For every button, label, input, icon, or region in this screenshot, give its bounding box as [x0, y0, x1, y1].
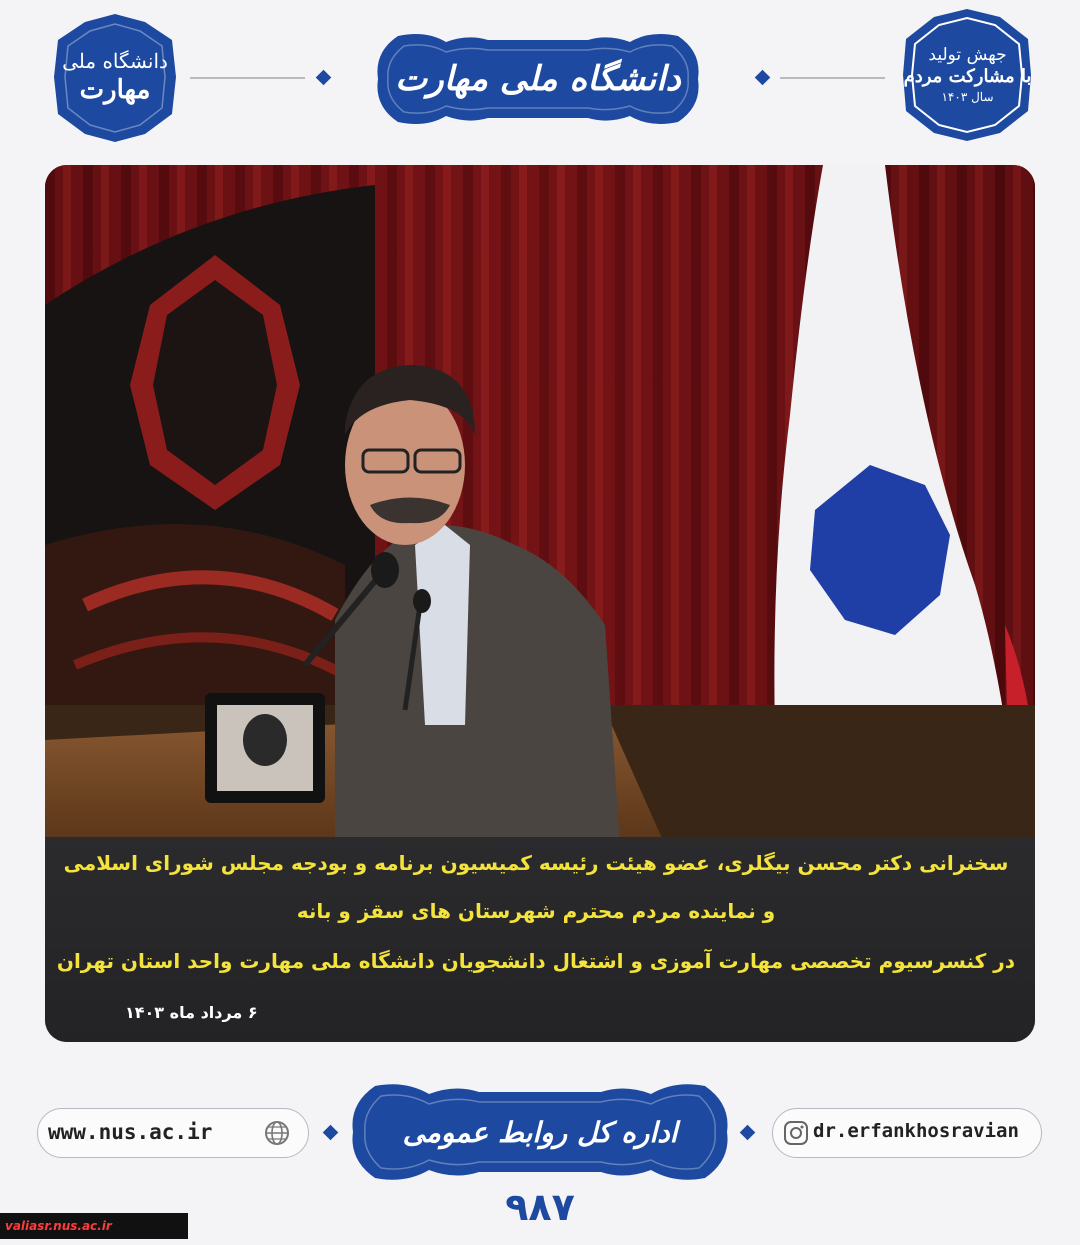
- speaker-photo: [45, 165, 1035, 845]
- news-photo-card: [45, 165, 1035, 1042]
- header-divider-left: [190, 77, 305, 79]
- caption-line-3: در کنسرسیوم تخصصی مهارت آموزی و اشتغال دانشجویان دانشگاه ملی مهارت واحد استان تهران: [56, 949, 1015, 973]
- logo-right-line2: با مشارکت مردم: [903, 65, 1032, 87]
- instagram-icon: [783, 1120, 809, 1146]
- logo-right-line3: سال ۱۴۰۳: [941, 90, 994, 105]
- footer-diamond-right: [740, 1125, 756, 1141]
- logo-left-line1: دانشگاه ملی: [62, 48, 168, 73]
- event-date: ۶ مرداد ماه ۱۴۰۳: [125, 1003, 258, 1022]
- logo-right-line1: جهش تولید: [928, 44, 1007, 65]
- department-name: اداره کل روابط عمومی: [402, 1115, 678, 1149]
- footer-department-banner: [345, 1080, 735, 1184]
- logo-left-line2: مهارت: [79, 74, 151, 105]
- header-diamond-right: [755, 70, 771, 86]
- instagram-handle[interactable]: dr.erfankhosravian: [813, 1120, 1019, 1142]
- logo-right-text: [900, 5, 1035, 145]
- header-diamond-left: [316, 70, 332, 86]
- caption-panel: [45, 837, 1035, 1042]
- university-logo-left: [50, 10, 180, 145]
- page-title: دانشگاه ملی مهارت: [395, 59, 681, 99]
- website-link[interactable]: www.nus.ac.ir: [48, 1120, 213, 1144]
- source-watermark: valiasr.nus.ac.ir: [0, 1213, 188, 1239]
- caption-line-1: سخنرانی دکتر محسن بیگلری، عضو هیئت رئیسه کمیسیون برنامه و بودجه مجلس شورای اسلامی: [63, 851, 1009, 875]
- logo-left-text: [50, 10, 180, 145]
- slogan-logo-right: [900, 5, 1035, 145]
- instagram-pill[interactable]: [772, 1108, 1042, 1158]
- post-number: ۹۸۷: [505, 1185, 575, 1229]
- header-divider-right: [780, 77, 885, 79]
- header-title-banner: [368, 30, 708, 128]
- footer-diamond-left: [323, 1125, 339, 1141]
- globe-icon: [264, 1120, 290, 1146]
- website-pill[interactable]: [37, 1108, 309, 1158]
- caption-line-2: و نماینده مردم محترم شهرستان های سقز و بانه: [296, 899, 776, 923]
